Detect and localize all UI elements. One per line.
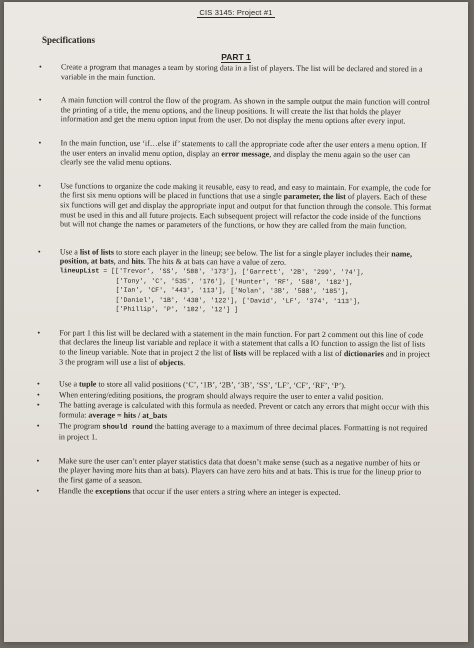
item-text: the batting average to a maximum of three decimal places. Formatting is not required in project 1. xyxy=(58,421,428,442)
item-bold-text: parameter, the list xyxy=(283,192,346,202)
item-text: For part 1 this list will be declared with a statement in the main function. For part 2 comment out this line of code that declares the lineup list variable and replace it with a statement that calls a IO function to assign the list of lists to the lineup variable. Note that in project 2 the list of xyxy=(59,328,425,358)
item-bold-text: exceptions xyxy=(95,486,131,496)
item-text: The batting average is calculated with this formula as needed. Prevent or catch any errors that might occur with this formula: xyxy=(58,400,430,420)
item-bold-text: list of lists xyxy=(79,247,115,257)
item-text: to store each player in the lineup; see below. The list for a single player includes their xyxy=(114,247,392,259)
list-item xyxy=(38,62,433,83)
item-text: , and xyxy=(113,256,132,267)
bullet-icon: • xyxy=(38,95,42,105)
specifications-heading: Specifications xyxy=(42,35,95,45)
item-text: . The hits & at bats can have a value of zero. xyxy=(143,257,287,268)
formula-text: average = hits / at_bats xyxy=(88,410,168,421)
list-item xyxy=(38,138,432,169)
item-text: Handle the xyxy=(58,485,96,496)
list-item xyxy=(37,328,431,369)
list-item xyxy=(36,456,430,487)
page-header xyxy=(4,8,468,17)
item-text: , and display the menu again so the user can clearly see the valid menu options. xyxy=(60,149,411,168)
bullet-icon: • xyxy=(36,390,40,400)
item-bold-text: dictionaries xyxy=(343,349,384,359)
item-text: A main function will control the flow of the program. As shown in the sample output the main function will control the printing of a title, the menu options, and the lineup positions. It will create the list that holds the player information and get the menu option input from the user. Do not display the menu options after every input. xyxy=(60,95,430,126)
bullet-icon: • xyxy=(38,62,42,72)
item-text: will be replaced with a list of xyxy=(246,348,344,359)
bullet-icon: • xyxy=(38,180,42,190)
bullet-icon: • xyxy=(36,456,40,466)
bullet-icon: • xyxy=(36,485,40,495)
item-bold-text: hits xyxy=(131,257,144,267)
code-block xyxy=(59,266,431,316)
list-item xyxy=(38,95,433,127)
item-text: that occur if the user enters a string where an integer is expected. xyxy=(130,486,341,497)
list-item xyxy=(38,180,432,231)
bullet-icon: • xyxy=(37,328,41,338)
item-bold-text: should round xyxy=(102,423,153,432)
item-text: Use functions to organize the code making it reusable, easy to read, and easy to maintain. For example, the code for the first six menu options will be placed in functions that use a single xyxy=(60,181,431,202)
item-text: The program xyxy=(58,420,103,431)
code-line: ['Daniel', '1B', '438', '122'], ['David', 'LF', '374', '113'], xyxy=(115,296,361,305)
list-item xyxy=(36,485,430,498)
item-text: . xyxy=(183,357,186,367)
bullet-icon: • xyxy=(37,379,40,389)
bullet-icon: • xyxy=(37,246,41,256)
item-text: In the main function, use ‘if…else if’ statements to call the appropriate code after the user enters a menu option. If the user enters an invalid menu option, display an xyxy=(60,138,427,158)
part-title: PART 1 xyxy=(221,52,251,62)
item-bold-text: error message xyxy=(221,148,270,159)
code-variable-name: lineupList xyxy=(59,267,100,275)
code-text: = [['Trevor', 'SS', '588', '173'], ['Garrett', '2B', '299', '74'], xyxy=(99,267,365,277)
part-heading xyxy=(4,52,468,62)
list-item xyxy=(37,246,431,316)
item-text: Create a program that manages a team by storing data in a list of players. The list will be declared and stored in a variable in the main function. xyxy=(60,62,423,82)
item-bold-text: objects xyxy=(159,357,184,367)
bullet-icon: • xyxy=(36,400,40,410)
code-line: ['Ian', 'CF', '443', '113'], ['Nolan', '3B', '588', '185'], xyxy=(115,286,350,296)
item-text: to store all valid positions (‘C’, ‘1B’, ‘2B’, ‘3B’, ‘SS’, ‘LF’, ‘CF’, ‘RF’, ‘P’). xyxy=(96,379,346,391)
list-item xyxy=(36,400,431,422)
item-text: of players. Each of these six functions will get and display the appropriate input and output for that function through the console. This format must be used in this and all future projects. Each subsequent project will refactor the code inside of the functions but will not change the names or parameters of the functions, or how they are called from the main function. xyxy=(59,192,432,231)
code-line: ['Phillip', 'P', '102', '12'] ] xyxy=(115,305,239,314)
bullet-icon: • xyxy=(36,420,40,430)
item-text: Use a xyxy=(59,379,80,389)
course-header: CIS 3145: Project #1 xyxy=(199,8,273,17)
item-bold-text: name, position, at bats xyxy=(59,249,413,266)
item-bold-text: lists xyxy=(233,348,247,358)
item-text: and in project 3 the program will use a list of xyxy=(59,349,430,367)
item-text: Use a xyxy=(59,247,80,257)
item-text: When entering/editing positions, the program should always require the user to enter a valid position. xyxy=(58,390,384,402)
item-text: Make sure the user can’t enter player statistics data that doesn’t make sense (such as a negative number of hits or the player having more hits than at bats). Players can have zero hits and at bats. This is true for the lineup prior to the first game of a season. xyxy=(58,456,422,485)
list-item xyxy=(36,420,431,444)
bullet-list xyxy=(4,62,468,498)
code-line: ['Tony', 'C', '535', '176'], ['Hunter', 'RF', '580', '182'], xyxy=(115,277,354,286)
bullet-icon: • xyxy=(38,138,42,148)
document-page xyxy=(4,2,468,642)
item-bold-text: tuple xyxy=(79,379,97,389)
